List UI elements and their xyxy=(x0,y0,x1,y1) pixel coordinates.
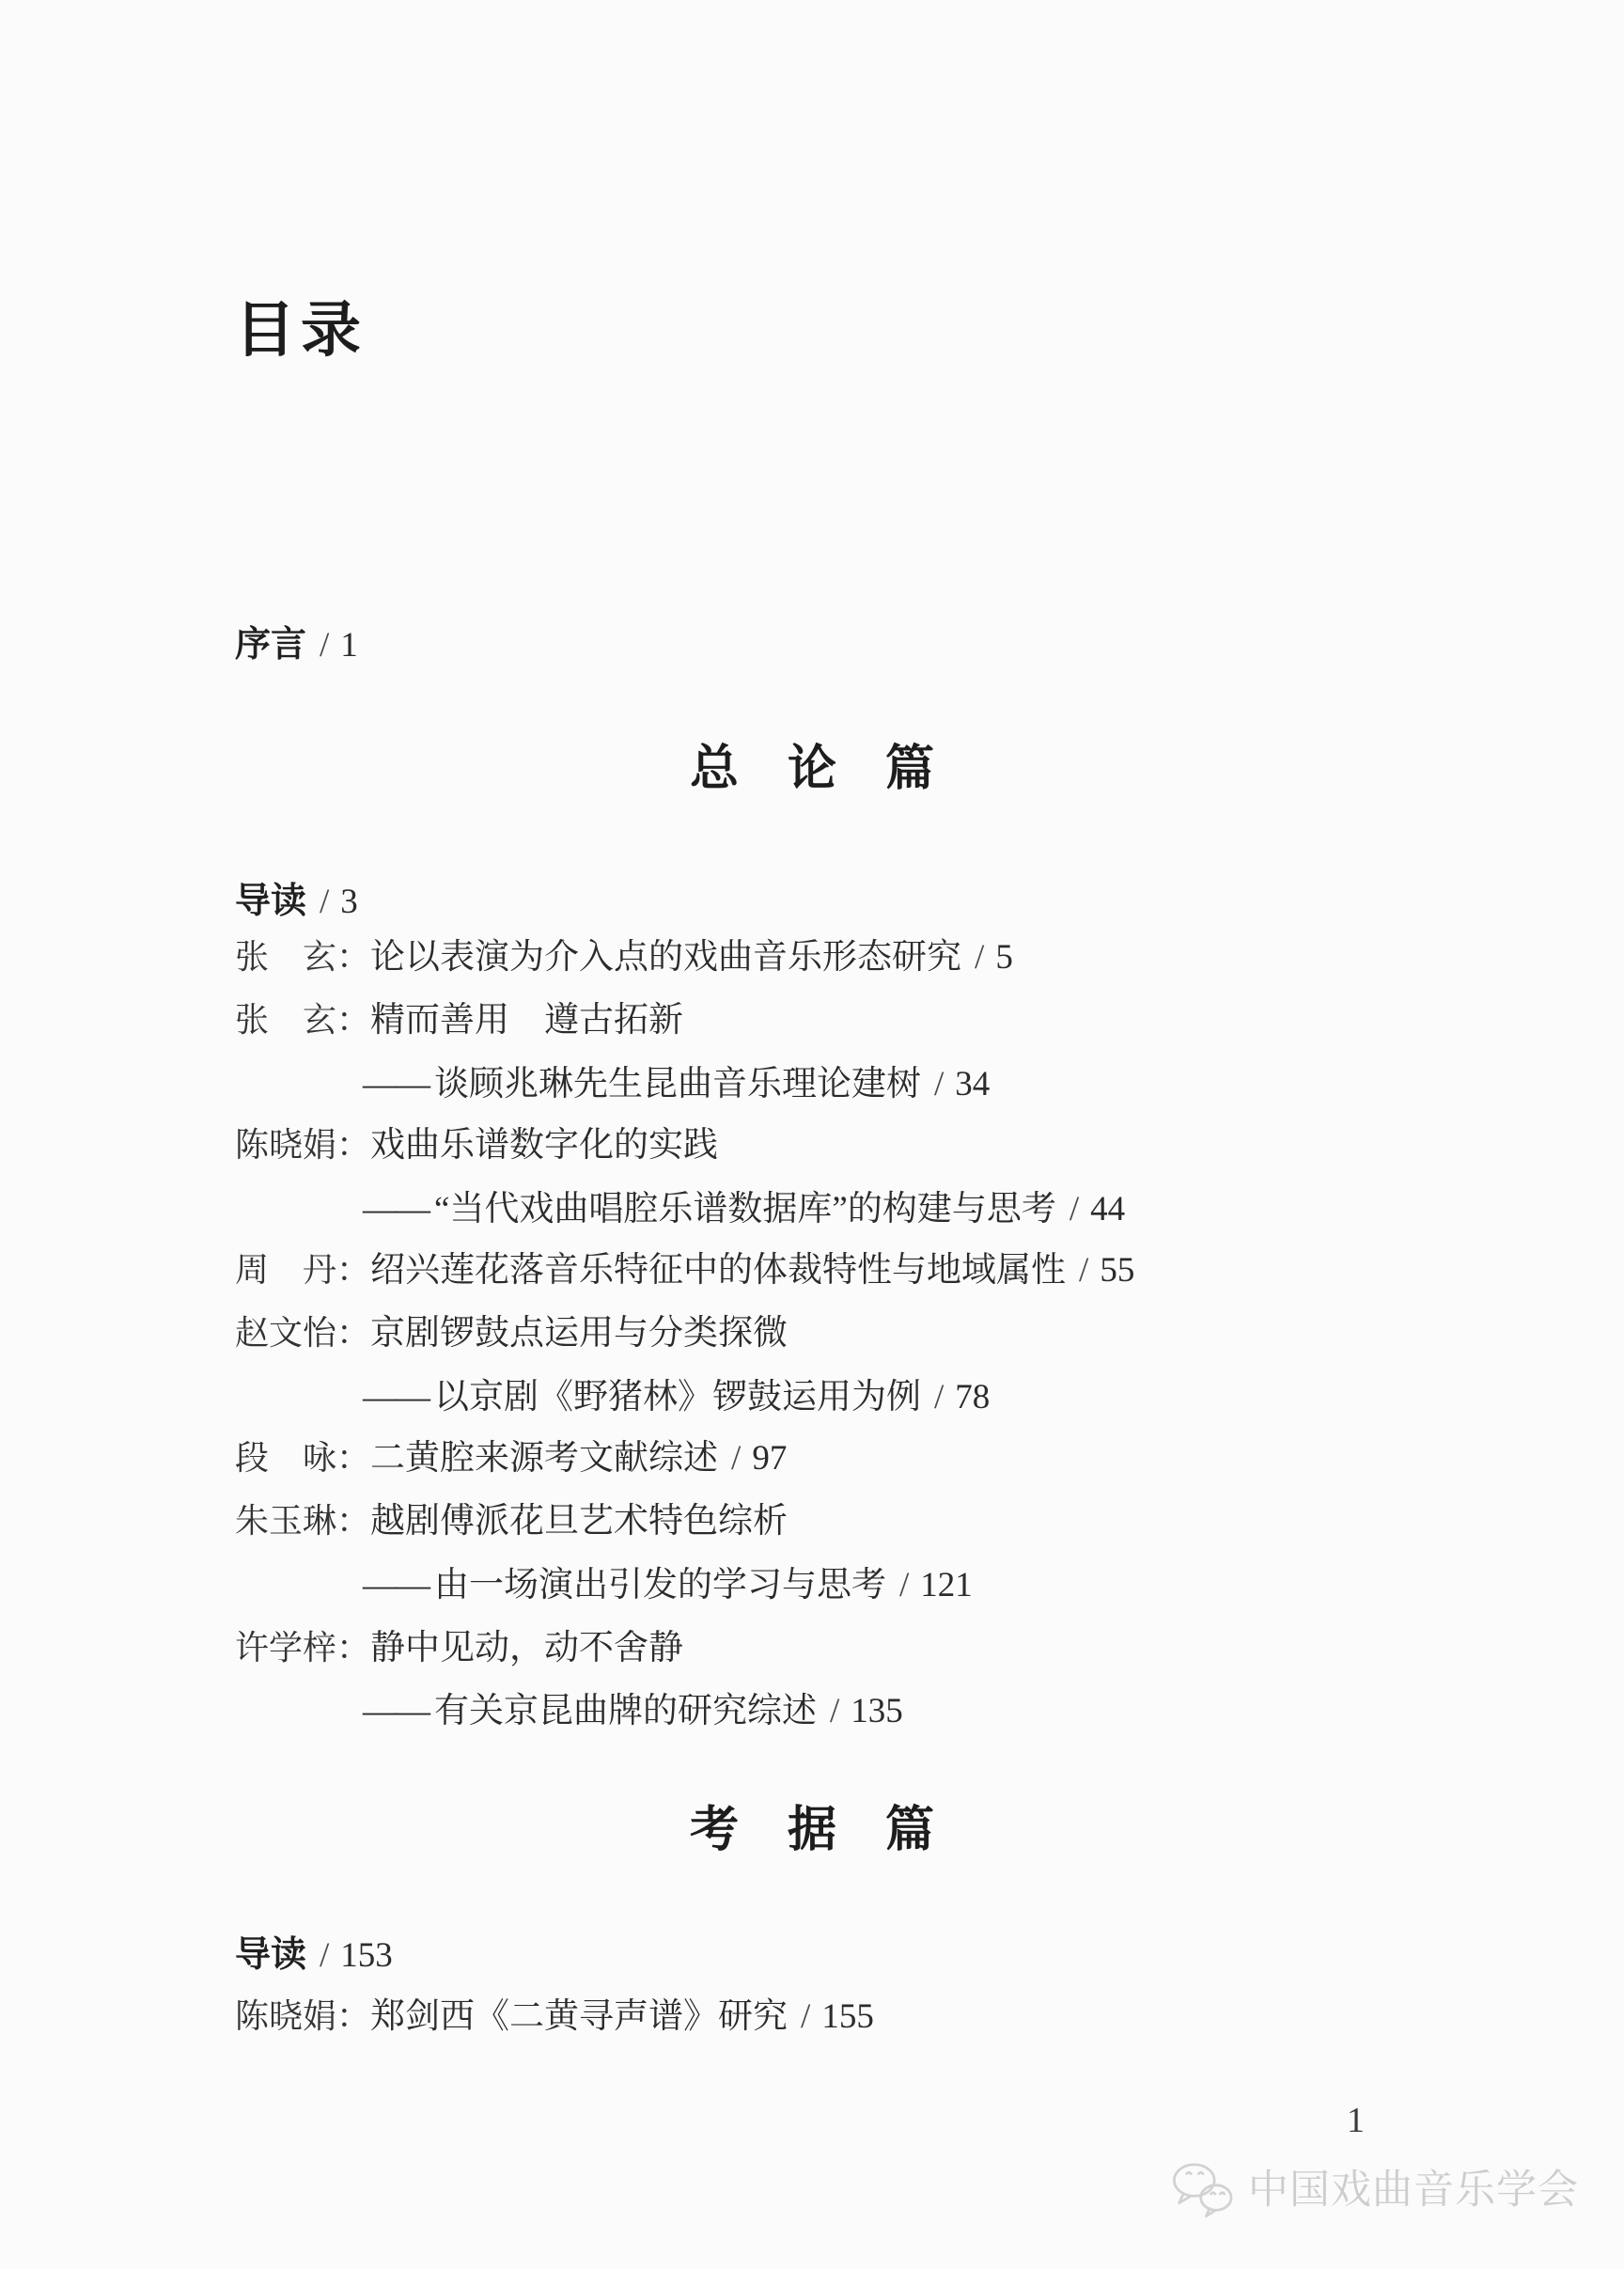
slash: / xyxy=(320,883,330,921)
em-dash: —— xyxy=(363,1566,429,1604)
intro-line xyxy=(235,1937,393,1973)
page-ref: 135 xyxy=(851,1692,903,1730)
slash: / xyxy=(934,1378,945,1416)
intro-label: 导读 xyxy=(235,1935,307,1975)
author-name: 许学梓 xyxy=(235,1629,337,1667)
page-ref: 34 xyxy=(955,1065,991,1103)
author-name: 周 丹 xyxy=(235,1251,337,1289)
slash: / xyxy=(830,1692,840,1730)
entry-title: 郑剑西《二黄寻声谱》研究 xyxy=(370,1997,789,2036)
author-name: 陈晓娟 xyxy=(235,1126,337,1164)
entry-title: 戏曲乐谱数字化的实践 xyxy=(370,1126,719,1165)
entry-title: 越剧傅派花旦艺术特色综析 xyxy=(370,1502,789,1541)
colon: ： xyxy=(336,1314,371,1352)
toc-entry-subtitle xyxy=(363,1380,990,1415)
em-dash: —— xyxy=(363,1378,429,1416)
author-name: 赵文怡 xyxy=(235,1314,337,1352)
subtitle-text: 有关京昆曲牌的研究综述 xyxy=(434,1692,817,1730)
colon: ： xyxy=(336,1502,371,1540)
toc-entry xyxy=(235,1128,718,1163)
colon: ： xyxy=(336,938,371,976)
page-ref: 3 xyxy=(340,883,358,921)
author-name: 朱玉琳 xyxy=(235,1502,337,1540)
em-dash: —— xyxy=(363,1692,429,1730)
author-name: 陈晓娟 xyxy=(235,1997,337,2035)
entry-title: 论以表演为介入点的戏曲音乐形态研究 xyxy=(370,938,962,977)
toc-entry xyxy=(235,1003,683,1038)
entry-title: 京剧锣鼓点运用与分类探微 xyxy=(370,1314,789,1353)
em-dash: —— xyxy=(363,1190,429,1228)
folio-page-number: 1 xyxy=(1347,2101,1365,2140)
colon: ： xyxy=(336,1001,371,1039)
author-name: 张 玄 xyxy=(235,1001,337,1039)
entry-title: 精而善用 遵古拓新 xyxy=(370,1001,684,1040)
slash: / xyxy=(320,626,330,665)
author-name: 段 咏 xyxy=(235,1439,337,1477)
toc-entry-subtitle xyxy=(363,1694,903,1729)
colon: ： xyxy=(336,1629,371,1667)
slash: / xyxy=(1079,1251,1089,1290)
author-name: 张 玄 xyxy=(235,938,337,976)
subtitle-text: “当代戏曲唱腔乐谱数据库”的构建与思考 xyxy=(434,1190,1056,1228)
slash: / xyxy=(1069,1190,1080,1228)
entry-title: 二黄腔来源考文献综述 xyxy=(370,1439,719,1478)
page-ref: 1 xyxy=(340,626,358,665)
page-ref: 78 xyxy=(955,1378,991,1416)
subtitle-text: 由一场演出引发的学习与思考 xyxy=(434,1566,886,1604)
watermark-text: 中国戏曲音乐学会 xyxy=(1248,2167,1579,2213)
em-dash: —— xyxy=(363,1065,429,1103)
colon: ： xyxy=(336,1251,371,1289)
page-ref: 153 xyxy=(340,1936,393,1975)
toc-entry-subtitle xyxy=(363,1067,990,1102)
wechat-logo-icon xyxy=(1169,2162,1237,2218)
subtitle-text: 以京剧《野猪林》锣鼓运用为例 xyxy=(434,1378,921,1416)
page-ref: 121 xyxy=(920,1566,973,1604)
slash: / xyxy=(801,1997,811,2036)
entry-title: 绍兴莲花落音乐特征中的体裁特性与地域属性 xyxy=(370,1251,1067,1290)
page-ref: 97 xyxy=(752,1439,788,1478)
preface-label: 序言 xyxy=(235,625,307,665)
page-ref: 55 xyxy=(1100,1251,1135,1290)
page-title: 目录 xyxy=(235,297,367,364)
slash: / xyxy=(899,1566,910,1604)
page-ref: 44 xyxy=(1090,1190,1126,1228)
toc-entry-subtitle xyxy=(363,1568,973,1603)
toc-entry xyxy=(235,1999,874,2034)
colon: ： xyxy=(336,1439,371,1477)
toc-entry xyxy=(235,1504,788,1539)
page-ref: 155 xyxy=(821,1997,874,2036)
toc-entry xyxy=(235,1253,1134,1288)
subtitle-text: 谈顾兆琳先生昆曲音乐理论建树 xyxy=(434,1065,921,1103)
toc-entry-subtitle xyxy=(363,1192,1125,1227)
slash: / xyxy=(731,1439,742,1478)
slash: / xyxy=(320,1936,330,1975)
page-ref: 5 xyxy=(995,938,1013,977)
toc-entry xyxy=(235,1316,788,1351)
section-heading-general: 总 论 篇 xyxy=(689,742,934,796)
entry-title: 静中见动，动不舍静 xyxy=(370,1629,684,1667)
watermark xyxy=(1169,2162,1579,2218)
toc-entry xyxy=(235,940,1013,975)
colon: ： xyxy=(336,1126,371,1164)
slash: / xyxy=(975,938,985,977)
intro-label: 导读 xyxy=(235,882,307,921)
preface-line xyxy=(235,627,358,663)
intro-line xyxy=(235,884,358,919)
toc-entry xyxy=(235,1631,683,1666)
colon: ： xyxy=(336,1997,371,2035)
toc-entry xyxy=(235,1441,787,1476)
section-heading-textual-research: 考 据 篇 xyxy=(689,1803,934,1857)
slash: / xyxy=(934,1065,945,1103)
